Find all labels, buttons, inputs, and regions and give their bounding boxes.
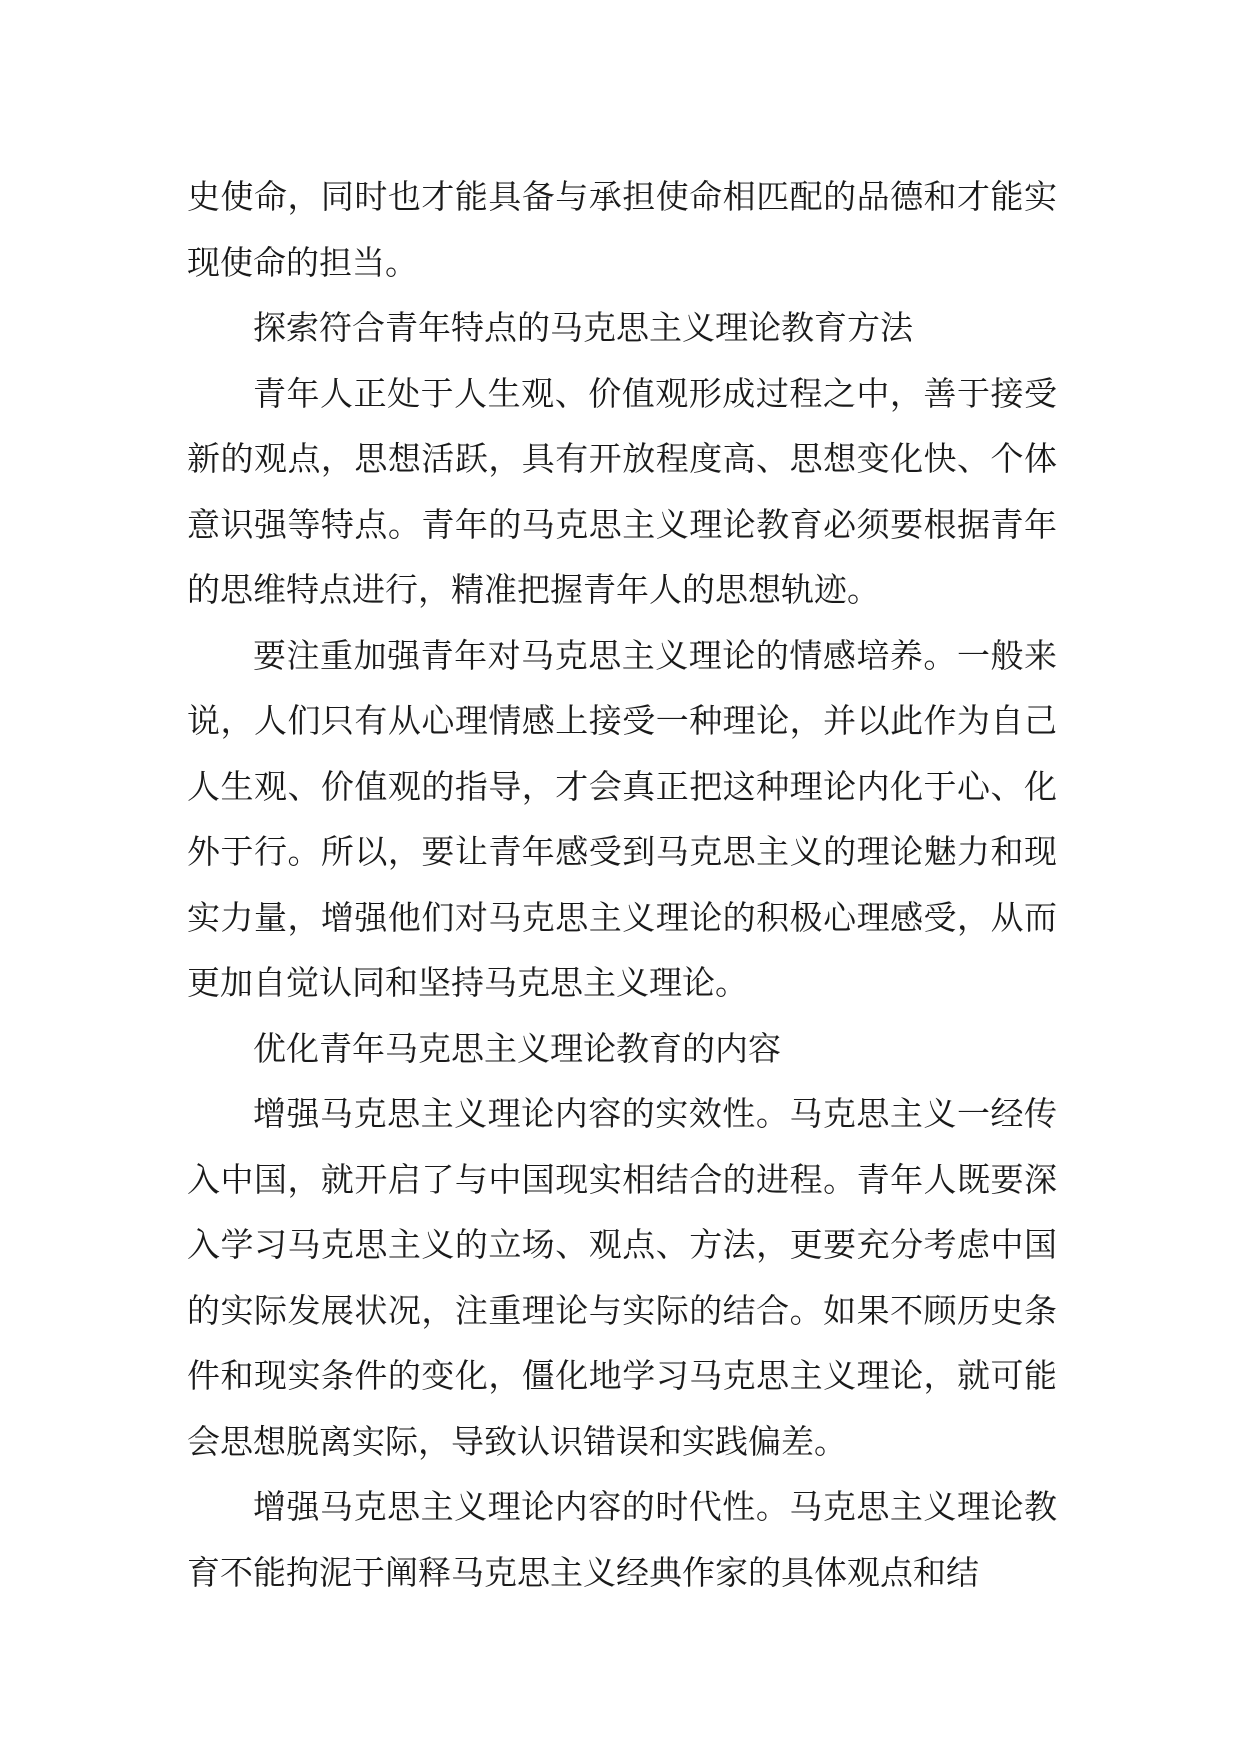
section-heading-methods: 探索符合青年特点的马克思主义理论教育方法 <box>253 308 913 347</box>
document-body <box>187 164 1057 1605</box>
paragraph-youth-characteristics: 青年人正处于人生观、价值观形成过程之中，善于接受新的观点，思想活跃，具有开放程度高、思想变化快、个体意识强等特点。青年的马克思主义理论教育必须要根据青年的思维特点进行，精准把握青年人的思想轨迹。 <box>187 373 1057 609</box>
paragraph-effectiveness: 增强马克思主义理论内容的实效性。马克思主义一经传入中国，就开启了与中国现实相结合的进程。青年人既要深入学习马克思主义的立场、观点、方法，更要充分考虑中国的实际发展状况，注重理论与实际的结合。如果不顾历史条件和现实条件的变化，僵化地学习马克思主义理论，就可能会思想脱离实际，导致认识错误和实践偏差。 <box>187 1094 1057 1461</box>
section-heading-content: 优化青年马克思主义理论教育的内容 <box>253 1028 781 1068</box>
paragraph-timeliness: 增强马克思主义理论内容的时代性。马克思主义理论教育不能拘泥于阐释马克思主义经典作家的具体观点和结 <box>187 1487 1057 1592</box>
paragraph-emotional-cultivation: 要注重加强青年对马克思主义理论的情感培养。一般来说，人们只有从心理情感上接受一种理论，并以此作为自己人生观、价值观的指导，才会真正把这种理论内化于心、化外于行。所以，要让青年感受到马克思主义的理论魅力和现实力量，增强他们对马克思主义理论的积极心理感受，从而更加自觉认同和坚持马克思主义理论。 <box>187 635 1057 1002</box>
paragraph-continuation: 史使命，同时也才能具备与承担使命相匹配的品德和才能实现使命的担当。 <box>187 177 1057 282</box>
